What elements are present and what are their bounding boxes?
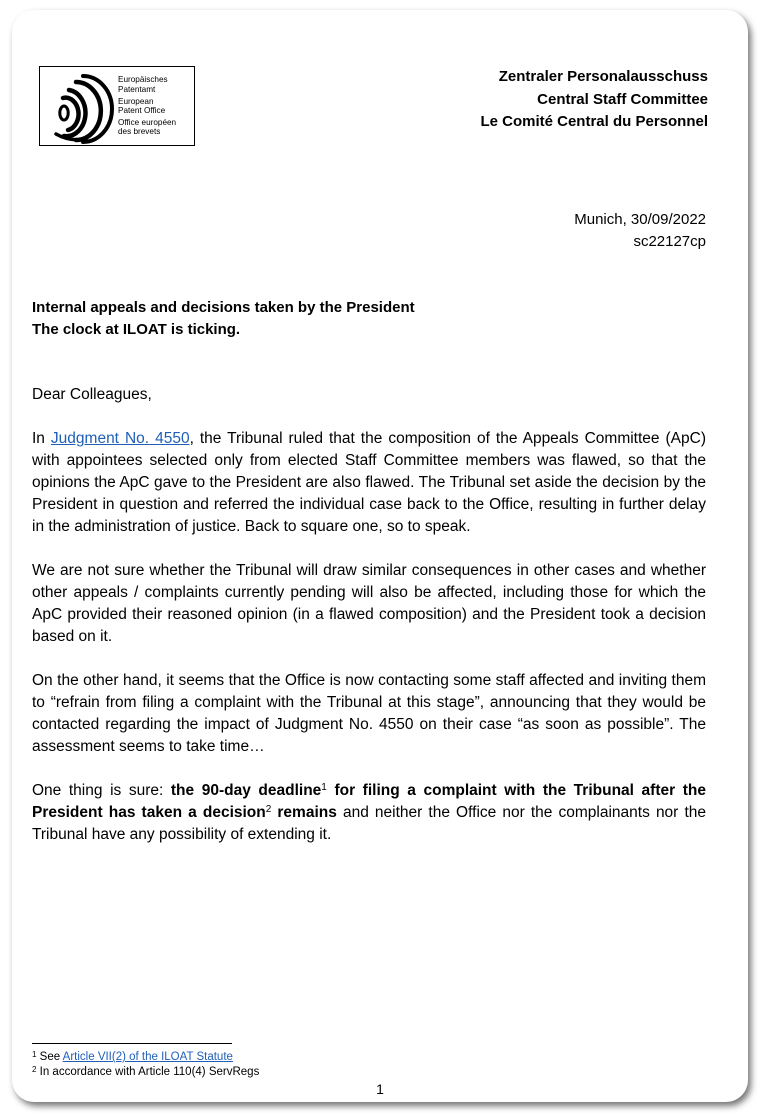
paragraph-4	[32, 780, 706, 846]
paragraph-1-text: , the Tribunal ruled that the composition of the Appeals Committee (ApC) with appointees selected only from elected Staff Committee members was flawed, so that the opinions the ApC gave to the President are also flawed. The Tribunal set aside the decision by the President in question and referred the individual case back to the Office, resulting in further delay in the administration of justice. Back to square one, so to speak.	[32, 430, 706, 535]
epo-emblem-icon	[42, 68, 116, 144]
deadline-emphasis-1: the 90-day deadline	[170, 782, 322, 799]
reference-code: sc22127cp	[633, 233, 706, 250]
logo-text-fr-1: Office européen	[118, 118, 177, 128]
footnote-1-lead: See	[36, 1051, 63, 1063]
judgment-4550-link[interactable]: Judgment No. 4550	[50, 430, 190, 447]
dateline: Munich, 30/09/2022	[574, 211, 706, 228]
deadline-emphasis-2: for filing a complaint with the Tribunal after the President has taken a decision	[32, 782, 706, 821]
logo-text-de-1: Europäisches	[118, 75, 168, 85]
logo-text-en-1: European	[118, 96, 154, 106]
paragraph-4-text: and neither the Office nor the complainants nor the Tribunal have any possibility of extending it.	[32, 804, 706, 843]
date-reference-block	[574, 209, 706, 253]
logo-text-en-2: Patent Office	[118, 106, 166, 115]
sender-block	[480, 66, 708, 134]
paragraph-2: We are not sure whether the Tribunal will draw similar consequences in other cases and whether other appeals / complaints currently pending will also be affected, including those for which the ApC provided their reasoned opinion (in a flawed composition) and the President took a decision based on it.	[32, 562, 706, 645]
committee-name-de: Zentraler Personalausschuss	[498, 68, 708, 85]
iloat-statute-link[interactable]: Article VII(2) of the ILOAT Statute	[62, 1051, 233, 1063]
footnote-ref-1: 1	[321, 782, 327, 793]
paragraph-1	[32, 428, 706, 538]
subject-line-2: The clock at ILOAT is ticking.	[32, 321, 241, 338]
page-number: 1	[376, 1081, 384, 1097]
footnote-2-number: 2	[32, 1064, 37, 1074]
logo-wordmark	[118, 75, 176, 136]
subject-heading	[32, 297, 415, 341]
deadline-emphasis-3: remains	[271, 804, 337, 821]
paragraph-1-lead: In	[32, 430, 51, 447]
footnote-2-text: In accordance with Article 110(4) ServRegs	[36, 1065, 260, 1078]
committee-name-en: Central Staff Committee	[537, 90, 708, 108]
letter-body	[32, 384, 706, 868]
footnote-1	[32, 1050, 259, 1065]
paragraph-4-lead: One thing is sure:	[32, 782, 171, 799]
logo-text-fr-2: des brevets	[118, 127, 161, 137]
footnote-separator	[32, 1043, 232, 1044]
document-page	[12, 10, 748, 1102]
footnote-1-number: 1	[32, 1050, 37, 1059]
committee-name-fr: Le Comité Central du Personnel	[480, 113, 708, 130]
epo-logo	[39, 66, 195, 146]
footnote-ref-2: 2	[265, 804, 272, 815]
footnote-2	[32, 1065, 259, 1080]
salutation: Dear Colleagues,	[32, 386, 152, 403]
footnotes	[32, 1050, 259, 1079]
logo-text-de-2: Patentamt	[118, 84, 156, 94]
subject-line-1: Internal appeals and decisions taken by the President	[32, 299, 415, 316]
paragraph-3: On the other hand, it seems that the Office is now contacting some staff affected and inviting them to “refrain from filing a complaint with the Tribunal at this stage”, announcing that they would be contacted regarding the impact of Judgment No. 4550 on their case “as soon as possible”. The assessment seems to take time…	[32, 672, 706, 755]
